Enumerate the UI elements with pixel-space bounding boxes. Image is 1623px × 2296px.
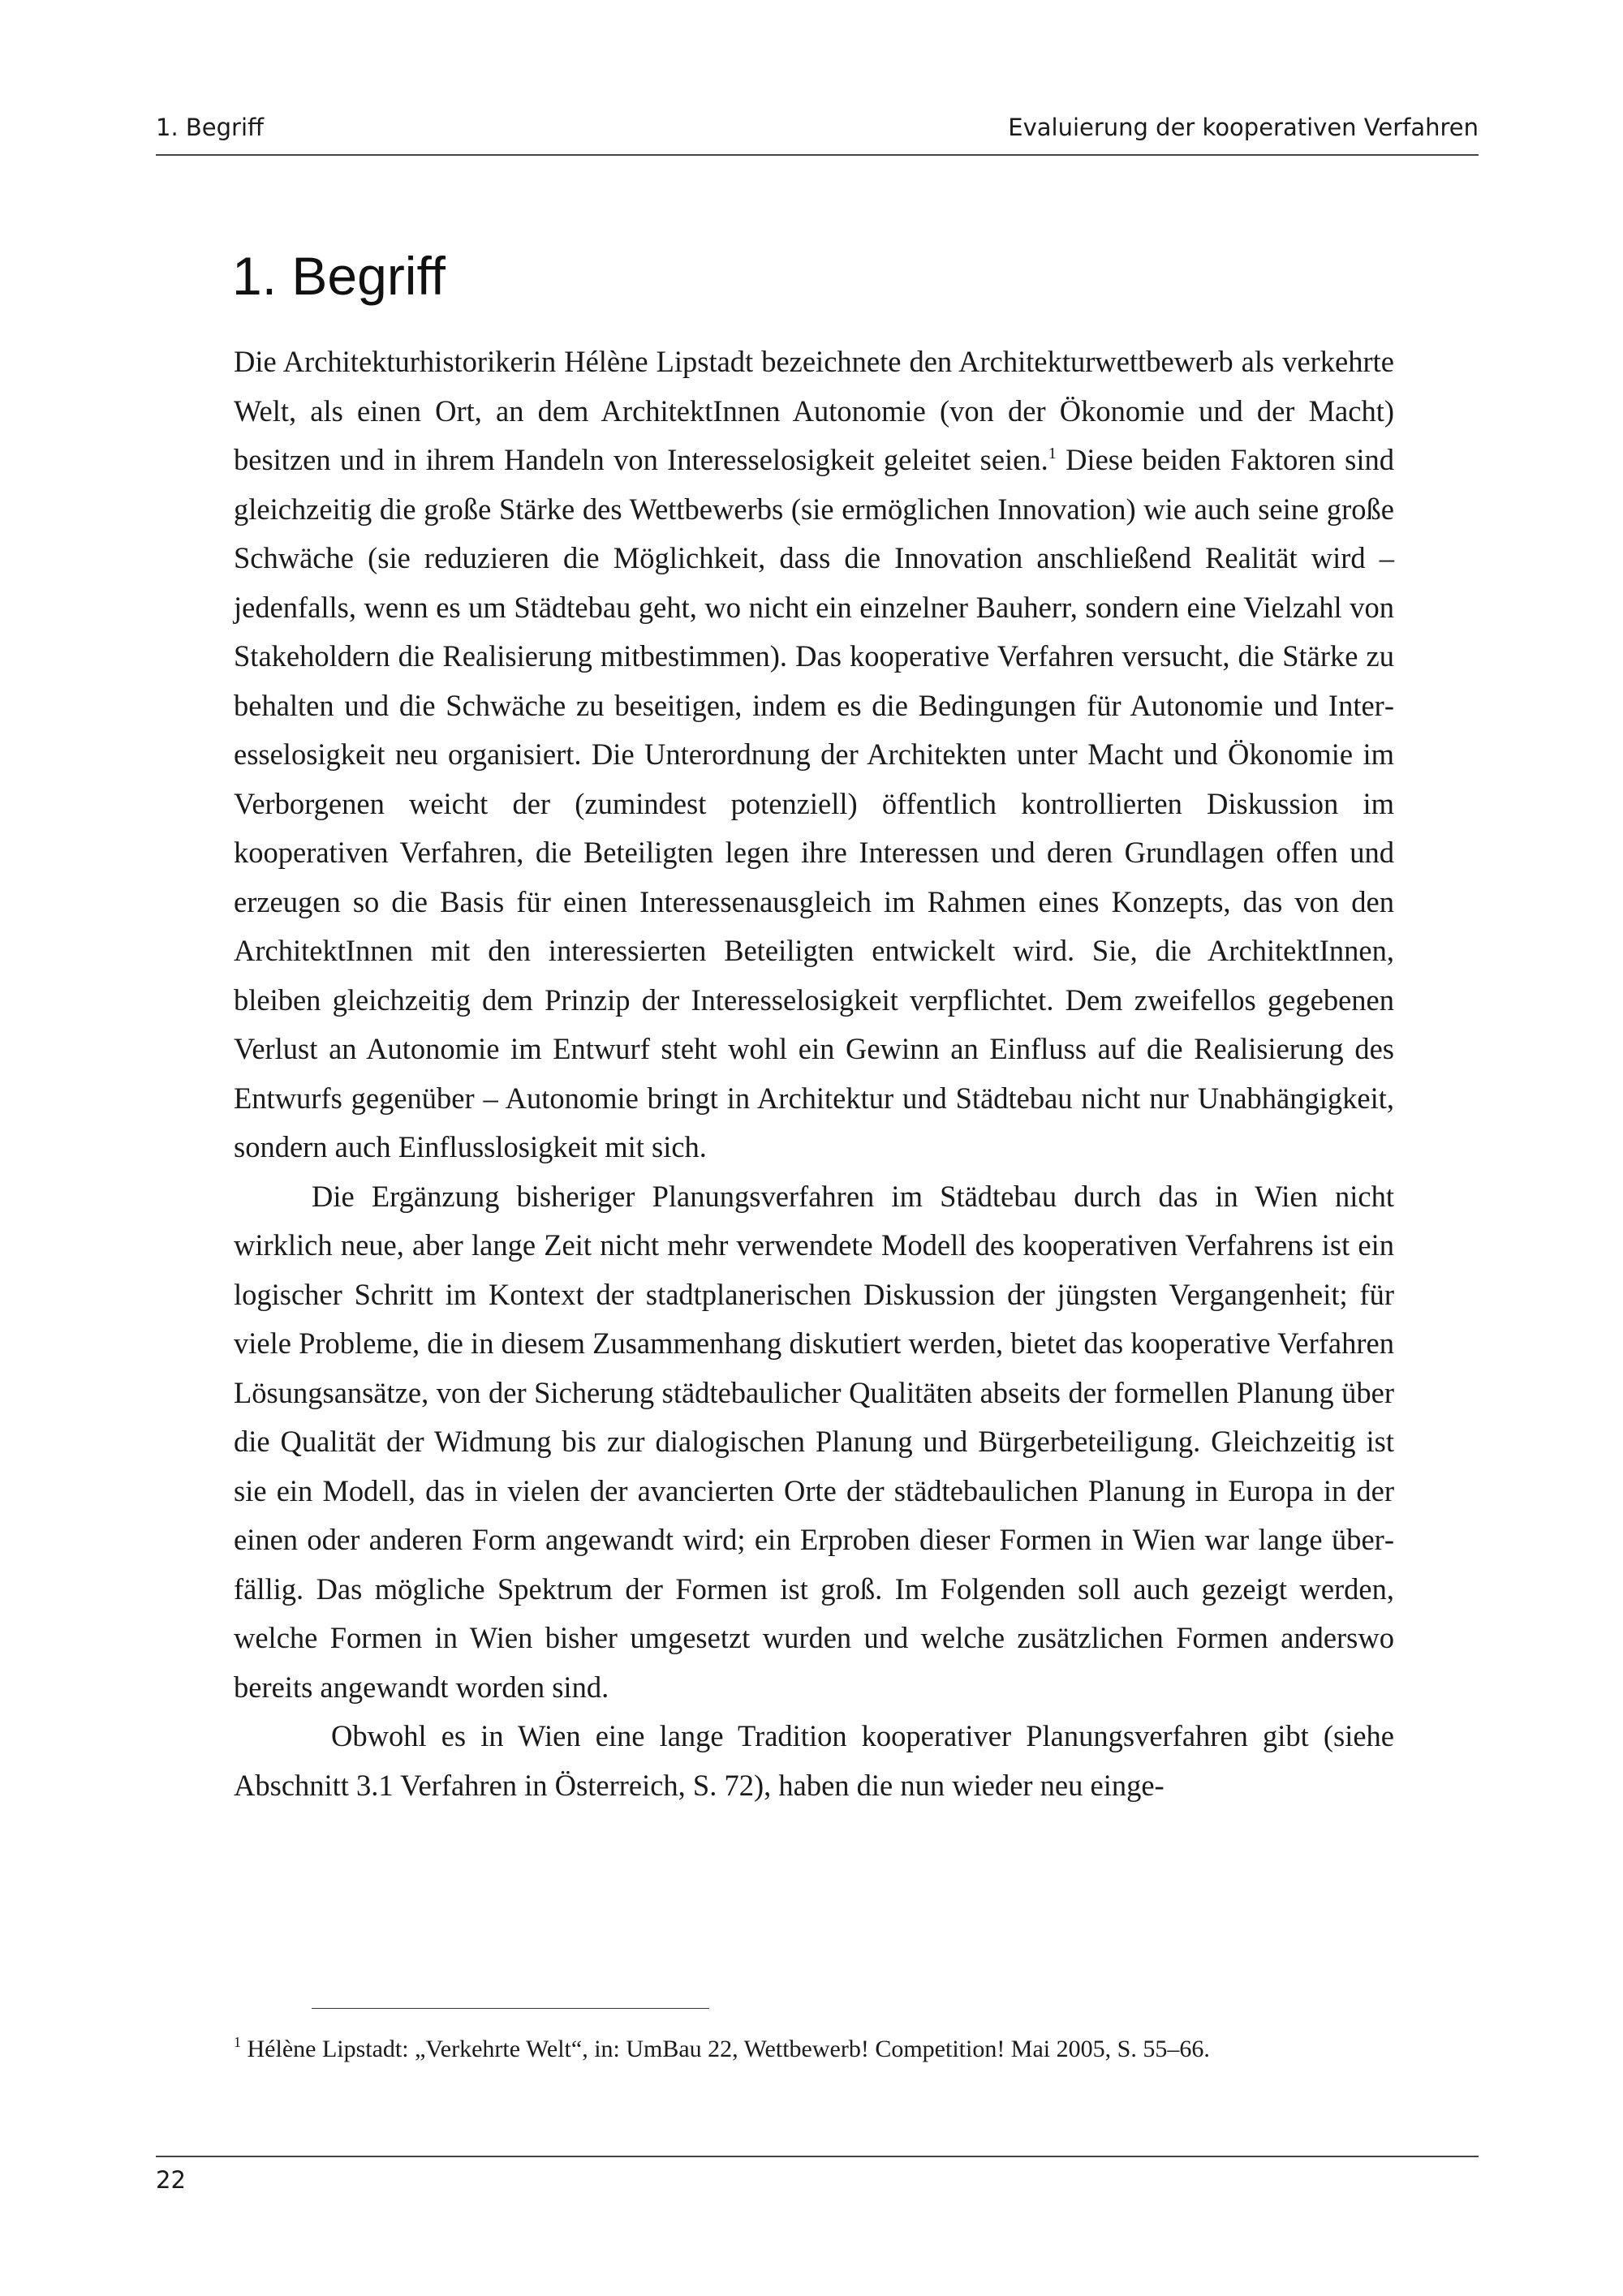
footnote-text: Hélène Lipstadt: „Verkehrte Welt“, in: UmBau 22, Wettbewerb! Competition! Mai 2005, S. 55–66. (241, 2036, 1210, 2062)
paragraph: Die Ergänzung bisheriger Planungsverfahren im Städtebau durch das in Wien nicht wirklich neue, aber lange Zeit nicht mehr verwendete Modell des kooperativen Verfahrens ist ein logischer Schritt im Kontext der stadtplanerischen Diskussion der jüngsten Vergangenheit; für viele Probleme, die in diesem Zusammenhang diskutiert werden, bietet das kooperative Verfahren Lösungsansätze, von der Sicherung städtebaulicher Qualitäten abseits der formellen Planung über die Qualität der Widmung bis zur dialogischen Planung und Bürgerbeteiligung. Gleichzeitig ist sie ein Modell, das in vielen der avancierten Orte der städtebaulichen Planung in Europa in der einen oder anderen Form angewandt wird; ein Erproben dieser Formen in Wien war lange überfällig. Das mögliche Spektrum der Formen ist groß. Im Folgenden soll auch gezeigt werden, welche Formen in Wien bisher umgesetzt wurden und welche zusätzlichen Formen anderswo bereits angewandt worden sind. (234, 1179, 1394, 1704)
footnote (234, 2033, 1410, 2066)
paragraph: Obwohl es in Wien eine lange Tradition kooperativer Planungsverfahren gibt (siehe Abschnitt 3.1 Verfahren in Österreich, S. 72), haben die nun wieder neu einge- (234, 1719, 1394, 1802)
page-number: 22 (156, 2166, 186, 2194)
paragraph-text: Die Architekturhistorikerin Hélène Lipstadt bezeichnete den Architekturwettbewerb als verkehrte Welt, als einen Ort, an dem ArchitektInnen Autonomie (von der Ökonomie und der Macht) besitzen und in ihrem Handeln von Interesselosigkeit geleitet seien. (234, 345, 1394, 476)
footnote-number: 1 (234, 2034, 241, 2050)
header-chapter: 1. Begriff (156, 114, 264, 141)
body-text (234, 338, 1394, 1810)
footer-separator (156, 2156, 1479, 2157)
running-header (156, 114, 1479, 156)
paragraph (234, 338, 1394, 1172)
header-book-title: Evaluierung der kooperativen Verfahren (1008, 114, 1479, 141)
footnote-separator (312, 2008, 709, 2009)
footnote-reference[interactable]: 1 (1048, 445, 1057, 462)
chapter-title: 1. Begriff (232, 246, 446, 306)
paragraph-text: Diese beiden Faktoren sind gleichzeitig die große Stärke des Wettbewerbs (sie ermöglichen Innovation) wie auch seine große Schwäche (sie reduzieren die Möglichkeit, dass die Innovation anschließend Realität wird – jedenfalls, wenn es um Städtebau geht, wo nicht ein einzelner Bauherr, sondern eine Vielzahl von Stakeholdern die Realisierung mitbestimmen). Das kooperative Verfahren versucht, die Stärke zu behalten und die Schwäche zu beseitigen, indem es die Bedingungen für Autonomie und Interesselosigkeit neu organisiert. Die Unterordnung der Architekten unter Macht und Ökonomie im Verborgenen weicht der (zumindest potenziell) öffentlich kontrollierten Diskussion im kooperativen Verfahren, die Beteiligten legen ihre Interessen und deren Grundlagen offen und erzeugen so die Basis für einen Interessenausgleich im Rahmen eines Konzepts, das von den ArchitektInnen mit den interessierten Beteiligten entwickelt wird. Sie, die ArchitektInnen, bleiben gleichzeitig dem Prinzip der Interesselosigkeit verpflichtet. Dem zweifellos gegebenen Verlust an Autonomie im Entwurf steht wohl ein Gewinn an Einfluss auf die Realisierung des Entwurfs gegenüber – Autonomie bringt in Architektur und Städtebau nicht nur Unabhängigkeit, sondern auch Einflusslosigkeit mit sich. (234, 443, 1394, 1163)
